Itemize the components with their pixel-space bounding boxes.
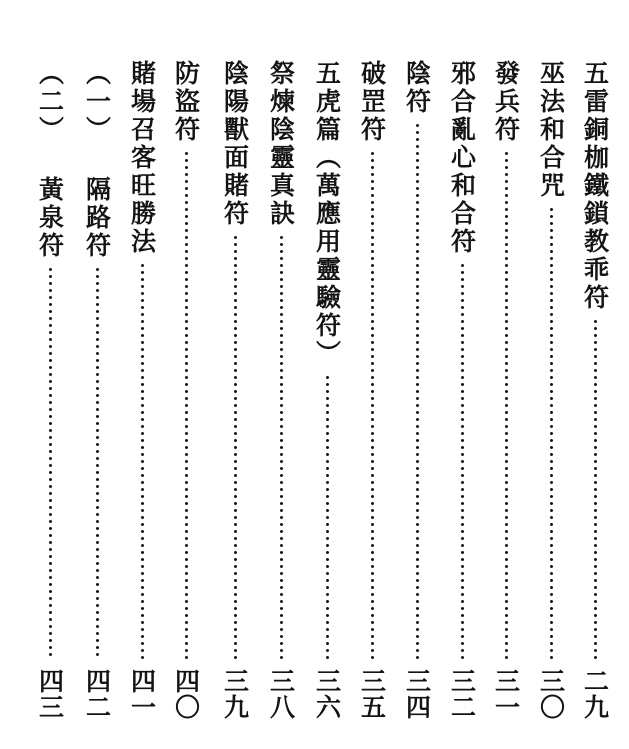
dot-leader <box>593 318 598 660</box>
page-number: 四一 <box>127 668 157 720</box>
entry-title: 五虎篇︵萬應用靈驗符︶ <box>312 60 342 368</box>
toc-entry <box>261 60 301 720</box>
dot-leader <box>504 150 509 660</box>
page-number: 三四 <box>402 668 432 720</box>
entry-title: 防盜符 <box>171 60 201 144</box>
entry-title: 邪合亂心和合符 <box>447 60 477 256</box>
page-number: 三九 <box>220 668 250 720</box>
dot-leader <box>184 150 189 660</box>
page-number: 四三 <box>35 668 65 720</box>
toc-entry <box>531 60 571 720</box>
dot-leader <box>140 262 145 660</box>
dot-leader <box>460 262 465 660</box>
dot-leader <box>325 374 330 660</box>
toc-entry <box>397 60 437 720</box>
dot-leader <box>370 150 375 660</box>
toc-entry <box>307 60 347 720</box>
toc-entry <box>215 60 255 720</box>
toc-entry <box>166 60 206 720</box>
entry-title: 破罡符 <box>357 60 387 144</box>
page-number: 二九 <box>580 668 610 720</box>
entry-title: 發兵符 <box>491 60 521 144</box>
entry-title: 祭煉陰靈真訣 <box>266 60 296 228</box>
page-number: 三〇 <box>536 668 566 720</box>
dot-leader <box>279 234 284 660</box>
dot-leader <box>415 122 420 660</box>
entry-title: ︵一︶ 隔路符 <box>82 60 112 260</box>
toc-entry <box>122 60 162 720</box>
dot-leader <box>48 266 53 660</box>
page-number: 四二 <box>82 668 112 720</box>
dot-leader <box>549 206 554 660</box>
page-number: 三一 <box>491 668 521 720</box>
dot-leader <box>95 266 100 660</box>
entry-title: 陰符 <box>402 60 432 116</box>
toc-entry <box>77 60 117 720</box>
entry-title: 陰陽獸面賭符 <box>220 60 250 228</box>
entry-title: ︵二︶ 黃泉符 <box>35 60 65 260</box>
entry-title: 賭場召客旺勝法 <box>127 60 157 256</box>
toc-entry <box>575 60 615 720</box>
entry-title: 巫法和合咒 <box>536 60 566 200</box>
toc-entry <box>442 60 482 720</box>
page-number: 三二 <box>447 668 477 720</box>
toc-entry <box>30 60 70 720</box>
page-number: 三八 <box>266 668 296 720</box>
toc-entry <box>352 60 392 720</box>
page-number: 四〇 <box>171 668 201 720</box>
toc-entry <box>486 60 526 720</box>
page-number: 三五 <box>357 668 387 720</box>
dot-leader <box>233 234 238 660</box>
entry-title: 五雷銅枷鐵鎖教乖符 <box>580 60 610 312</box>
page-number: 三六 <box>312 668 342 720</box>
